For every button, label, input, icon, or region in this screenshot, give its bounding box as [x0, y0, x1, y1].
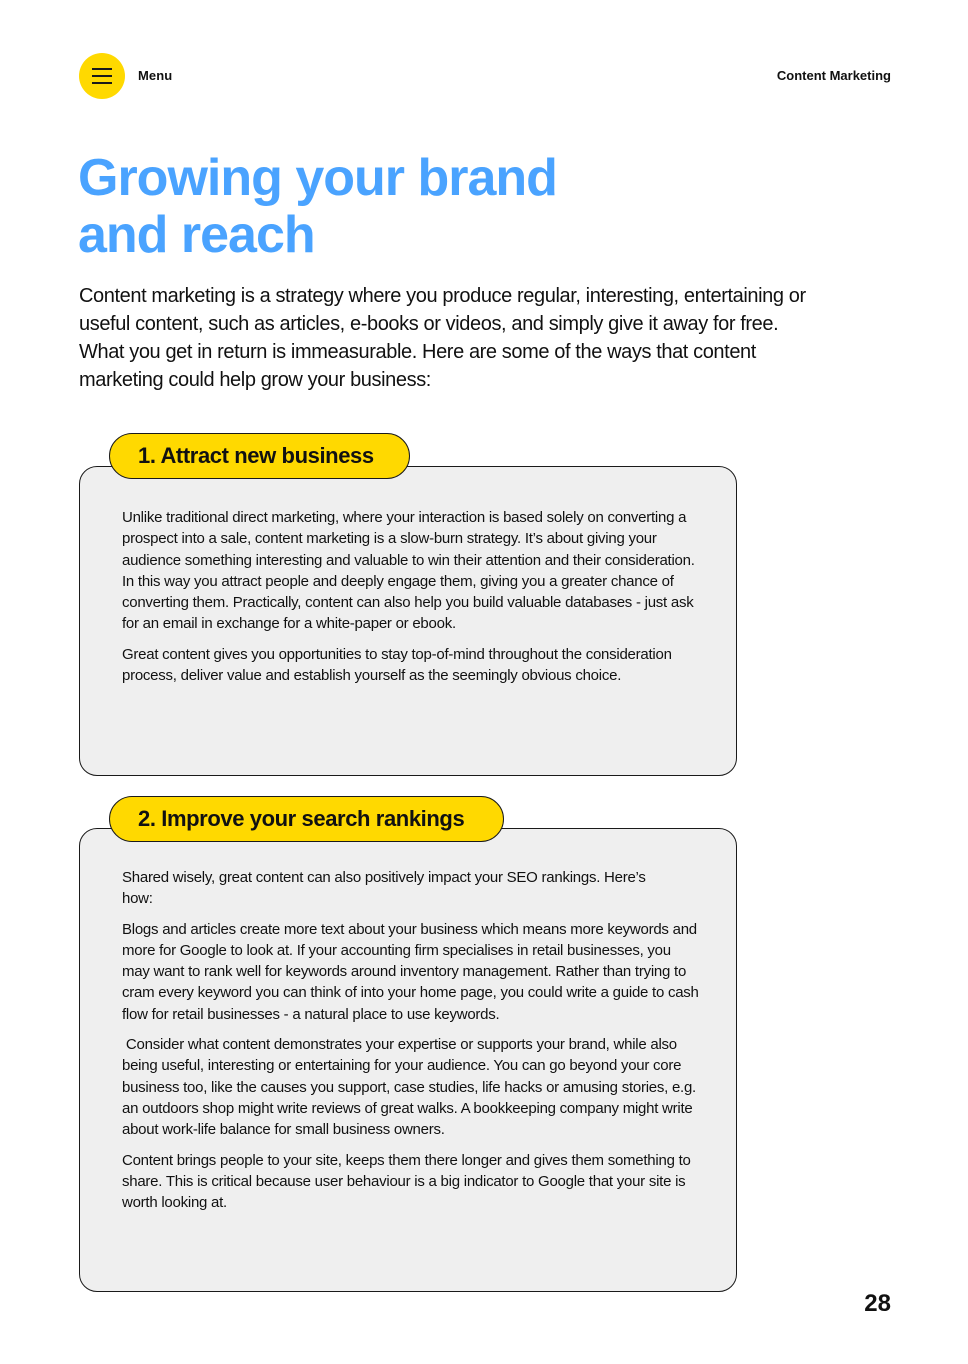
- section-card-search-rankings: [79, 828, 737, 1292]
- paragraph: Content brings people to your site, keeps them there longer and gives them something to share. This is critical because user behaviour is a big indicator to Google that your site is worth looking at.: [122, 1151, 691, 1212]
- menu-button[interactable]: [79, 53, 125, 99]
- paragraph: Blogs and articles create more text about your business which means more keywords and more for Google to look at. If your accounting firm specialises in retail businesses, you may want to rank well for keywords around inventory management. Rather than trying to cram every keyword you can think of into your home page, you could write a guide to cash flow for retail businesses - a natural place to use keywords.: [122, 920, 699, 1023]
- page-number: 28: [864, 1290, 891, 1317]
- paragraph: Consider what content demonstrates your expertise or supports your brand, while also being useful, interesting or entertaining for your audience. You can go beyond your core business too, like the causes you support, case studies, life hacks or amusing stories, e.g. an outdoors shop might write reviews of great walks. A bookkeeping company might write about work-life balance for small business owners.: [122, 1036, 700, 1139]
- section-heading-attract-business: 1. Attract new business: [109, 433, 410, 479]
- section-card-body: [122, 507, 702, 695]
- section-card-attract-business: [79, 466, 737, 776]
- page-title-line-1: Growing your brand: [78, 149, 557, 207]
- menu-label[interactable]: Menu: [138, 68, 173, 83]
- page-title-line-2: and reach: [78, 206, 315, 264]
- paragraph: Great content gives you opportunities to stay top-of-mind throughout the consideration process, deliver value and establish yourself as the seemingly obvious choice.: [122, 645, 672, 685]
- intro-paragraph: Content marketing is a strategy where you produce regular, interesting, entertaining or useful content, such as articles, e-books or videos, and simply give it away for free. What you get in return is immeasurable. Here are some of the ways that content marketing could help grow your business:: [79, 285, 806, 391]
- paragraph: Shared wisely, great content can also positively impact your SEO rankings. Here’s how:: [122, 869, 646, 908]
- paragraph: Unlike traditional direct marketing, where your interaction is based solely on converting a prospect into a sale, content marketing is a slow-burn strategy. It’s about giving your audience something interesting and valuable to win their attention and their consideration. In this way you attract people and deeply engage them, giving you a greater chance of converting them. Practically, content can also help you build valuable databases - just ask for an email in exchange for a white-paper or ebook.: [122, 509, 695, 633]
- section-card-body: [122, 867, 702, 1222]
- section-heading-search-rankings: 2. Improve your search rankings: [109, 796, 504, 842]
- section-label: Content Marketing: [776, 68, 891, 83]
- page-title: [78, 150, 557, 264]
